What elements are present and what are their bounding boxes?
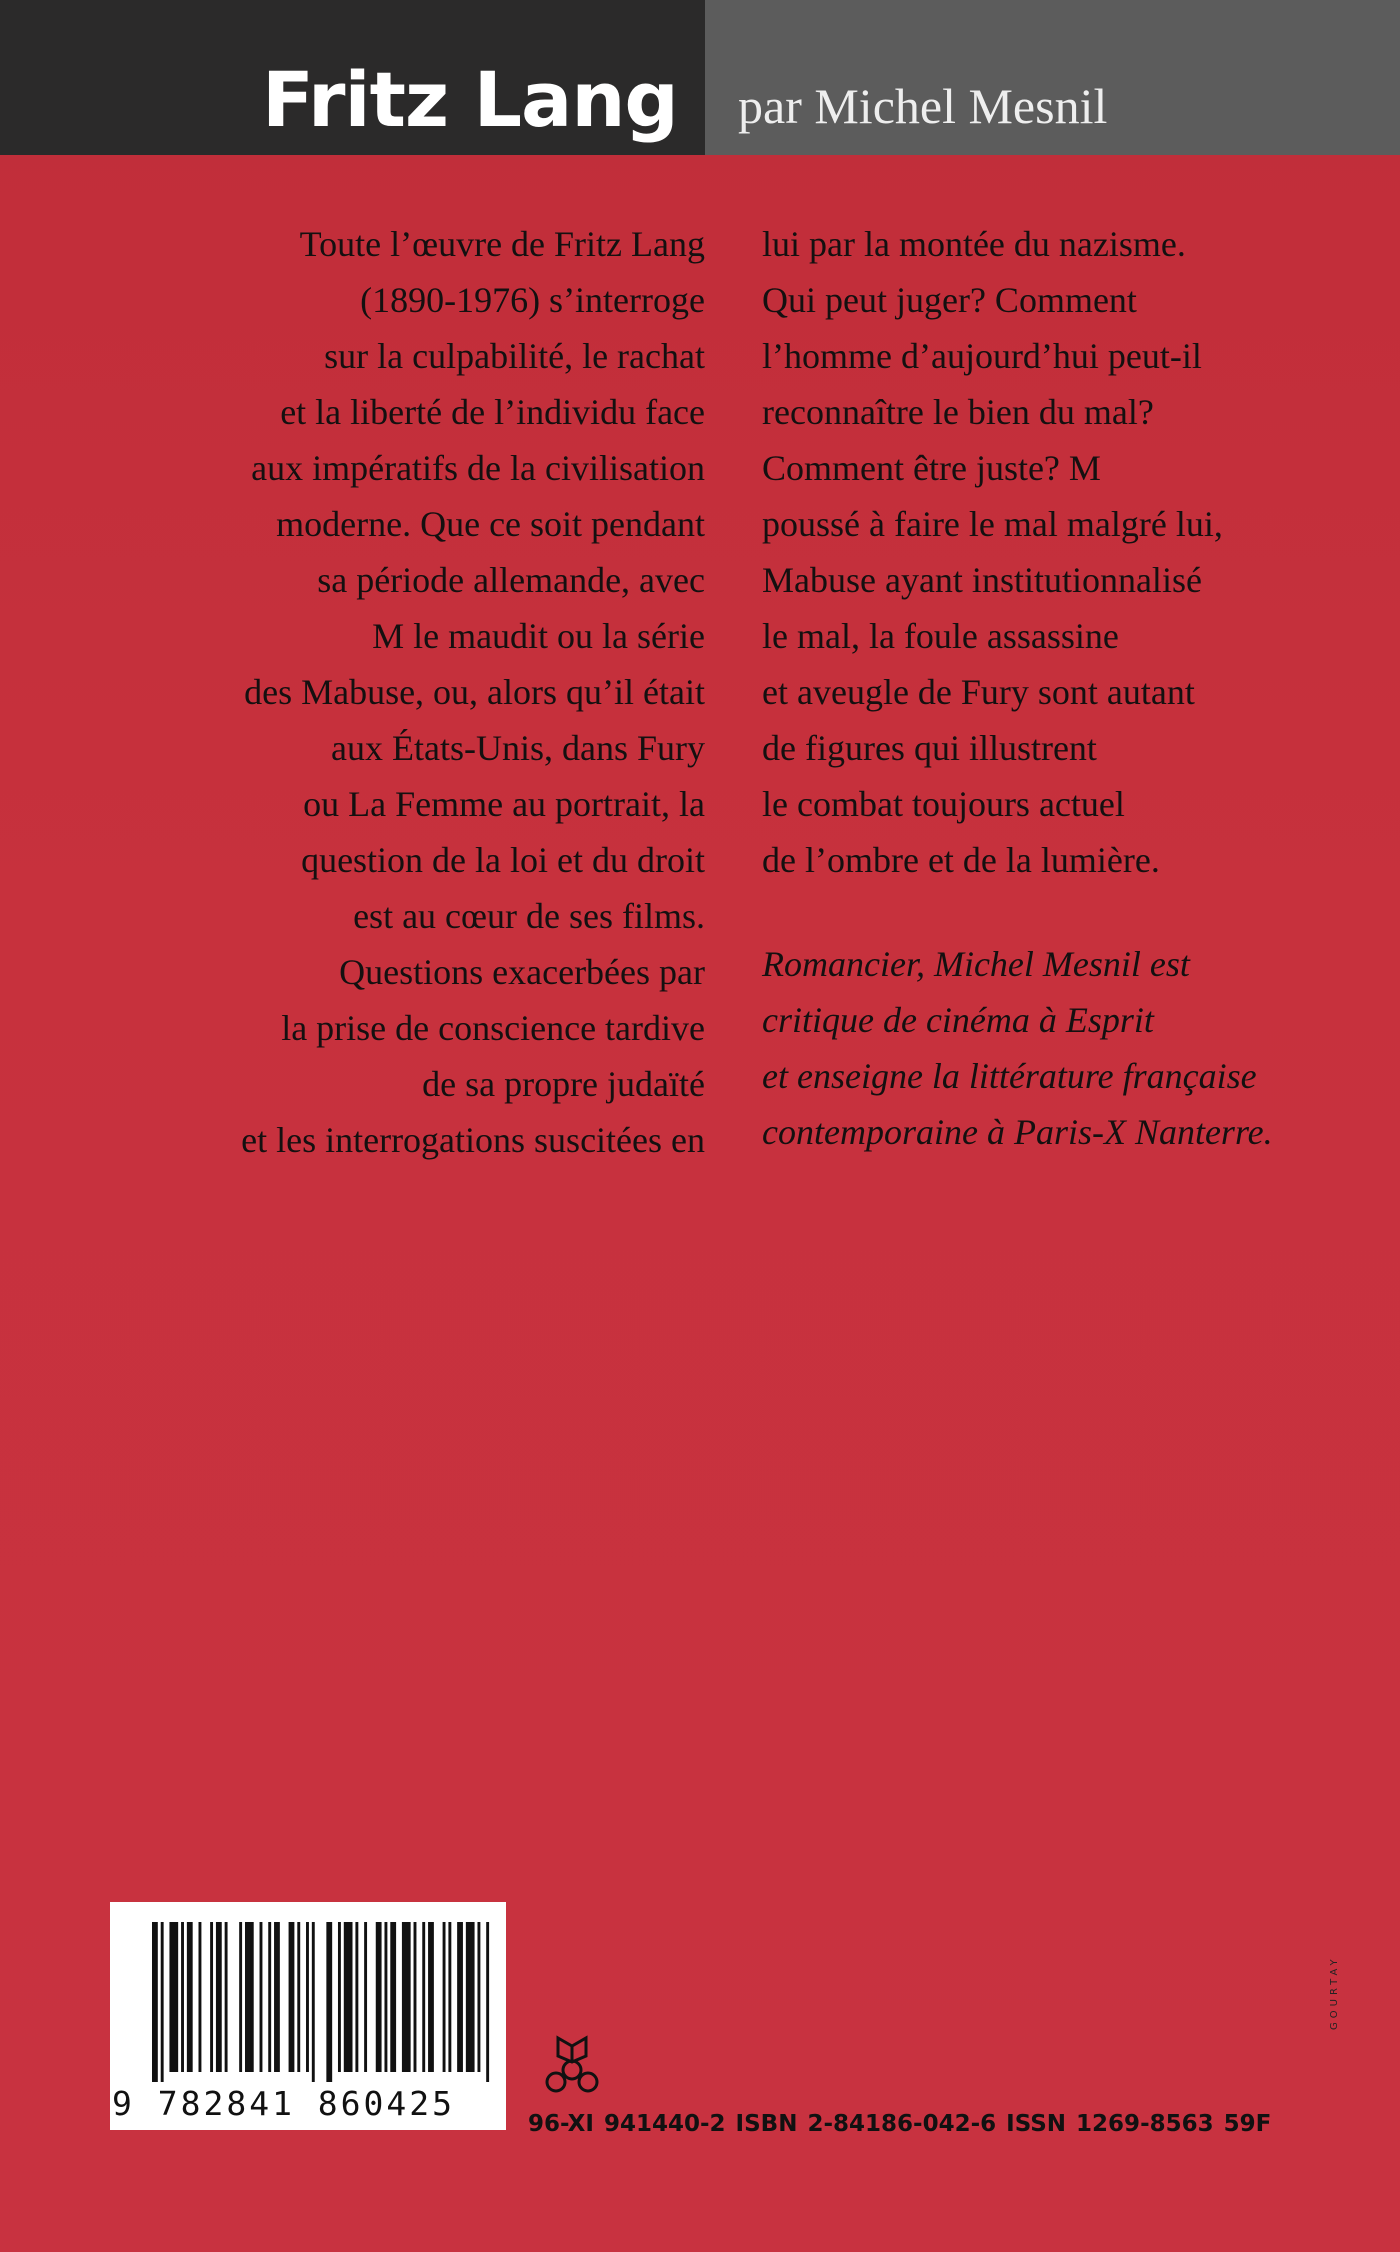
- blurb-line: M le maudit ou la série: [372, 616, 705, 656]
- barcode-bar: [338, 1922, 341, 2072]
- author-bio-line: Romancier, Michel Mesnil est: [762, 944, 1190, 984]
- barcode-bar: [225, 1922, 228, 2072]
- barcode-bar: [268, 1922, 271, 2072]
- barcode-bar: [344, 1922, 353, 2072]
- barcode-bar: [355, 1922, 358, 2072]
- barcode-bar: [402, 1922, 411, 2072]
- blurb-line: de l’ombre et de la lumière.: [762, 840, 1160, 880]
- blurb-line: de figures qui illustrent: [762, 728, 1097, 768]
- blurb-line: reconnaître le bien du mal?: [762, 392, 1154, 432]
- barcode-bar: [448, 1922, 451, 2072]
- barcode-bar: [239, 1922, 242, 2072]
- barcode-bar: [169, 1922, 178, 2072]
- blurb-left-column: [150, 216, 705, 1168]
- barcode-bar: [312, 1922, 315, 2082]
- barcode-bar: [161, 1922, 164, 2082]
- blurb-line: aux États-Unis, dans Fury: [331, 728, 705, 768]
- barcode-bar: [306, 1922, 309, 2072]
- author-bio-line: contemporaine à Paris-X Nanterre.: [762, 1112, 1273, 1152]
- barcode-digits: 9 782841 860425: [112, 2084, 456, 2123]
- blurb-line: l’homme d’aujourd’hui peut-il: [762, 336, 1202, 376]
- barcode-bar: [181, 1922, 184, 2072]
- barcode-bar: [289, 1922, 295, 2072]
- barcode-bar: [390, 1922, 396, 2072]
- blurb-line: aux impératifs de la civilisation: [251, 448, 705, 488]
- barcode-bar: [486, 1922, 489, 2082]
- barcode-bar: [384, 1922, 387, 2072]
- blurb-line: le combat toujours actuel: [762, 784, 1125, 824]
- barcode-bar: [414, 1922, 417, 2072]
- blurb-line: lui par la montée du nazisme.: [762, 224, 1186, 264]
- barcode-bar: [216, 1922, 222, 2072]
- blurb-line: Mabuse ayant institutionnalisé: [762, 560, 1202, 600]
- barcode-bar: [376, 1922, 382, 2072]
- author-bio-line: et enseigne la littérature française: [762, 1056, 1257, 1096]
- barcode-bar: [428, 1922, 434, 2072]
- barcode-bar: [364, 1922, 367, 2072]
- blurb-line: sur la culpabilité, le rachat: [324, 336, 705, 376]
- blurb-line: Questions exacerbées par: [339, 952, 705, 992]
- blurb-line: (1890-1976) s’interroge: [360, 280, 705, 320]
- book-title: Fritz Lang: [262, 55, 678, 144]
- blurb-line: la prise de conscience tardive: [281, 1008, 705, 1048]
- blurb-line: question de la loi et du droit: [301, 840, 705, 880]
- barcode-bar: [245, 1922, 254, 2072]
- blurb-line: ou La Femme au portrait, la: [303, 784, 705, 824]
- isbn-issn-codes: 96-XI 941440-2 ISBN 2-84186-042-6 ISSN 1269-8563 59F: [528, 2111, 1272, 2137]
- blurb-line: et la liberté de l’individu face: [280, 392, 705, 432]
- barcode-bar: [297, 1922, 300, 2072]
- barcode-bar: [152, 1922, 158, 2082]
- author-bio-line: critique de cinéma à Esprit: [762, 1000, 1154, 1040]
- blurb-line: le mal, la foule assassine: [762, 616, 1119, 656]
- publisher-logo-icon: [540, 2030, 604, 2096]
- barcode-bar: [260, 1922, 263, 2072]
- blurb-line: des Mabuse, ou, alors qu’il était: [244, 672, 705, 712]
- barcode-bar: [199, 1922, 202, 2072]
- barcode-bar: [466, 1922, 475, 2072]
- barcode: [150, 1922, 495, 2082]
- blurb-line: est au cœur de ses films.: [353, 896, 705, 936]
- blurb-line: Comment être juste? M: [762, 448, 1101, 488]
- barcode-bar: [210, 1922, 213, 2072]
- blurb-line: Toute l’œuvre de Fritz Lang: [299, 224, 705, 264]
- barcode-bar: [443, 1922, 446, 2072]
- blurb-line: sa période allemande, avec: [317, 560, 705, 600]
- barcode-bar: [187, 1922, 193, 2072]
- blurb-line: moderne. Que ce soit pendant: [276, 504, 705, 544]
- barcode-bar: [457, 1922, 463, 2072]
- barcode-bar: [326, 1922, 332, 2082]
- blurb-line: poussé à faire le mal malgré lui,: [762, 504, 1223, 544]
- blurb-line: et les interrogations suscitées en: [241, 1120, 705, 1160]
- cover-credit: GOURTAY: [1329, 1955, 1340, 2031]
- barcode-bar: [422, 1922, 425, 2072]
- barcode-bar: [477, 1922, 480, 2072]
- blurb-right-column: [762, 216, 1362, 1160]
- barcode-bar: [274, 1922, 280, 2072]
- paragraph-gap: [762, 888, 1362, 936]
- blurb-line: Qui peut juger? Comment: [762, 280, 1137, 320]
- blurb-line: de sa propre judaïté: [422, 1064, 705, 1104]
- book-author: par Michel Mesnil: [738, 78, 1108, 134]
- blurb-line: et aveugle de Fury sont autant: [762, 672, 1195, 712]
